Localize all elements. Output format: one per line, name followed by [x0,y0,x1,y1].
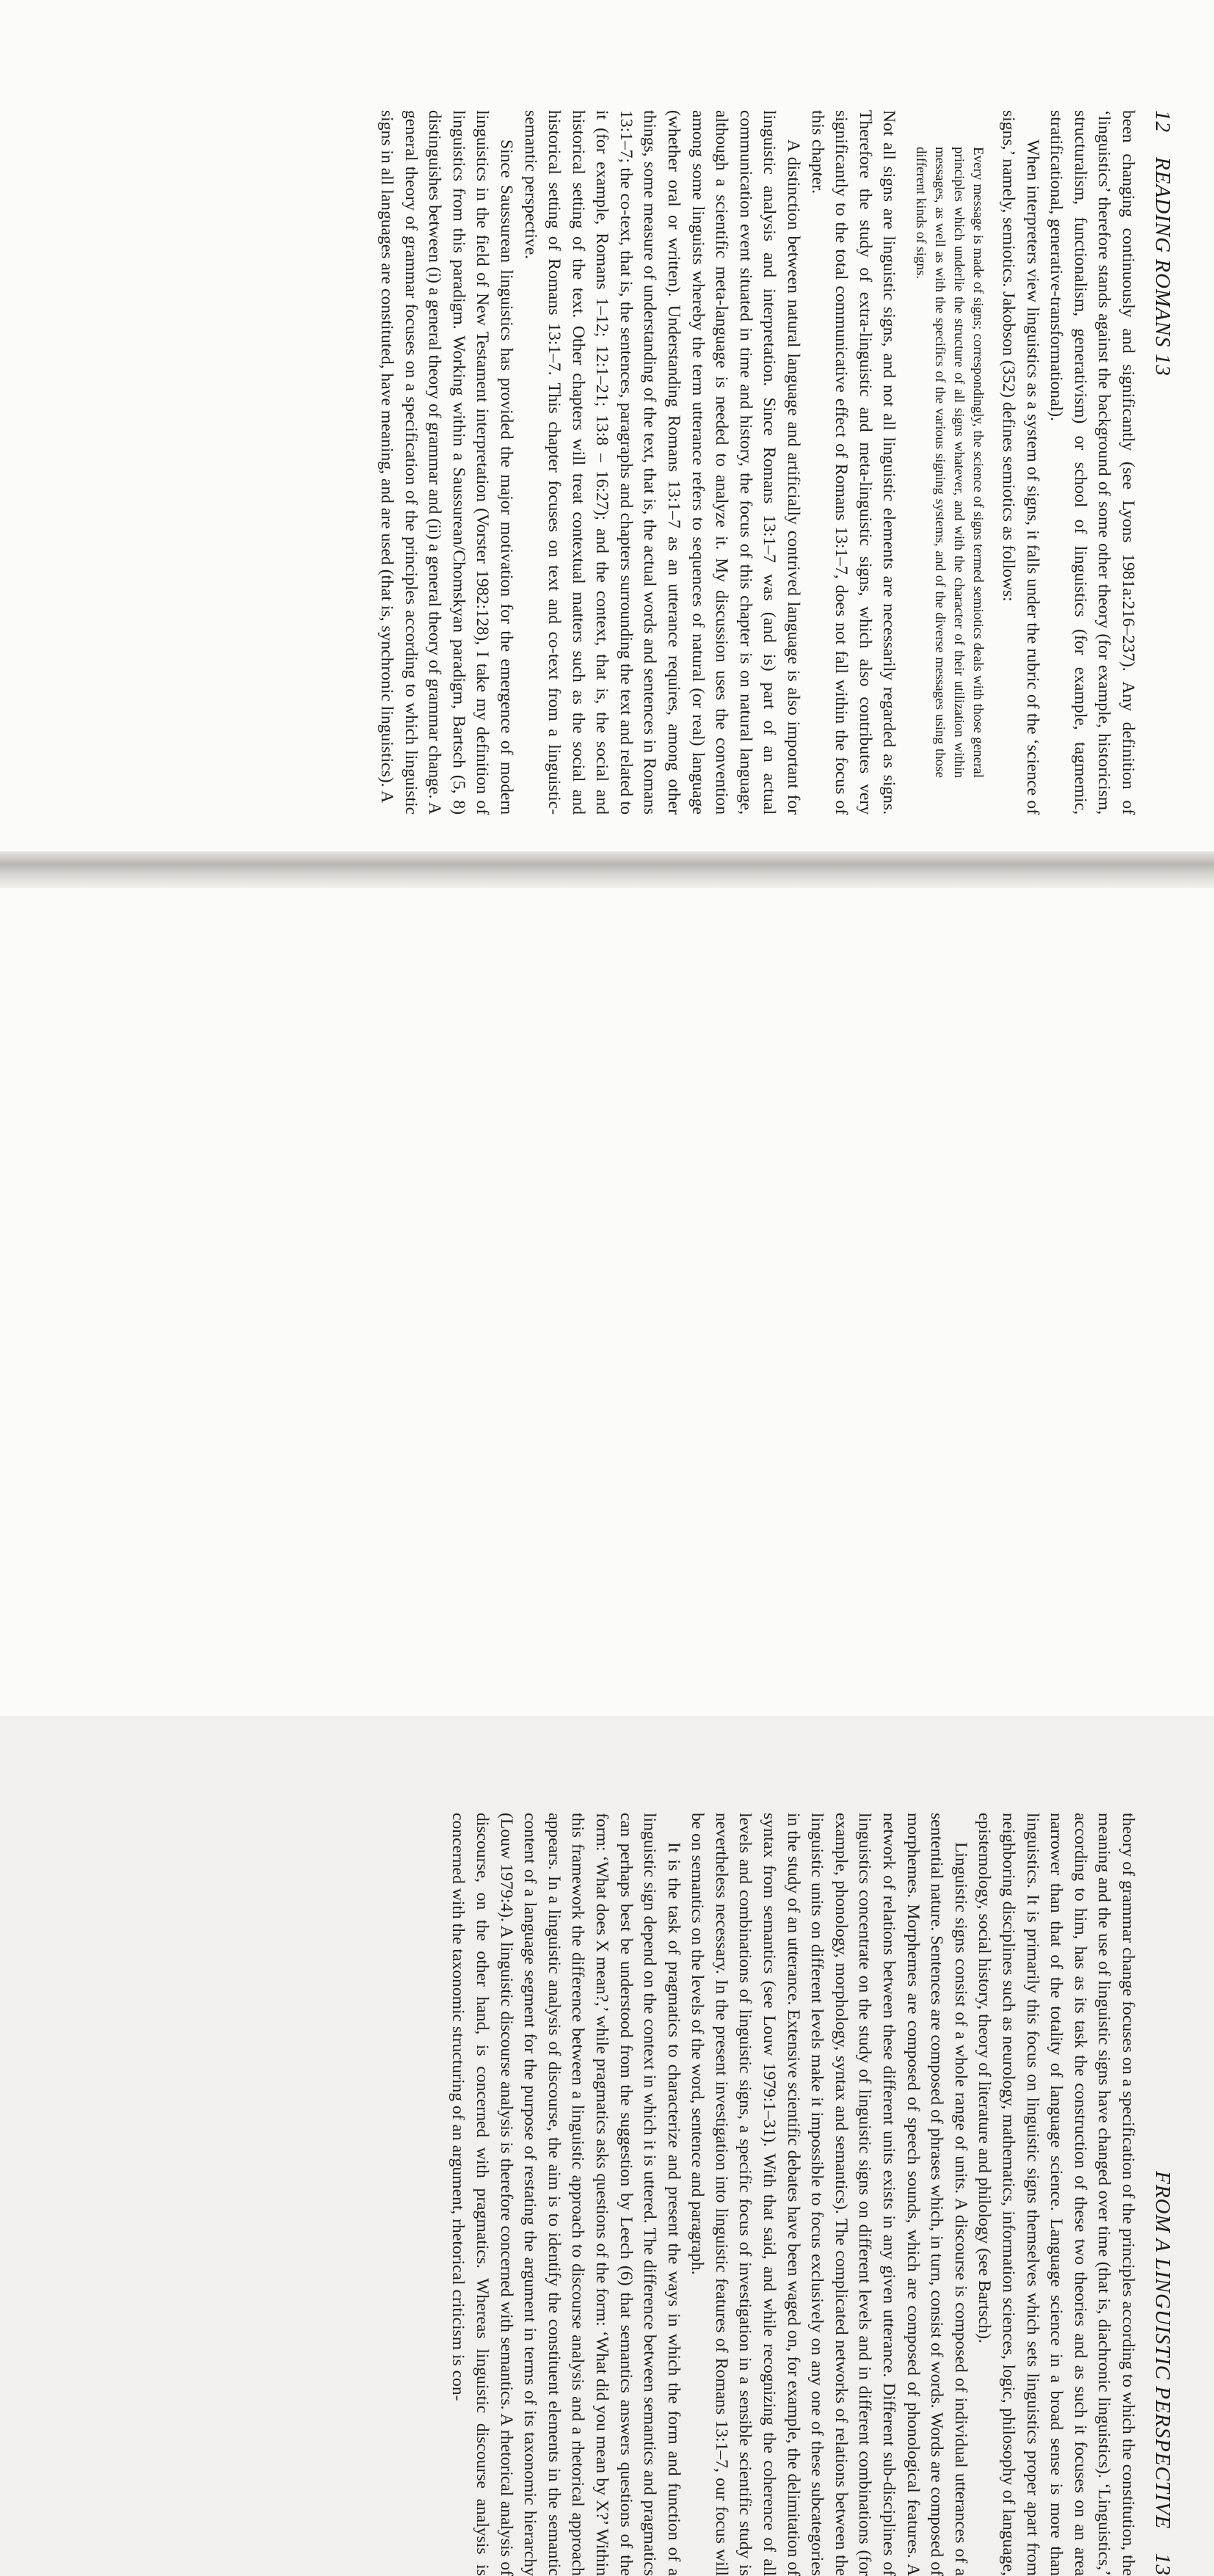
book-gutter [0,851,1214,888]
left-header-group [1150,110,1174,376]
right-paragraph-3: It is the task of pragmatics to characterize and present the ways in which the form and function of a linguistic sign depend on the context in which it is uttered. The difference between semantics and pragmatics can perhaps best be understood from the suggestion by Leech (6) that semantics answers questions of the form: ‘What does X mean?,’ while pragmatics asks questions of the form: ‘What did you mean by X?’ Within this framework the difference between a linguistic approach to discourse analysis and a rhetorical approach appears. In a linguistic analysis of discourse, the aim is to identify the constituent elements in the semantic content of a language segment for the purpose of restating the argument in terms of its taxonomic hierarchy (Louw 1979:4). A linguistic discourse analysis is therefore concerned with semantics. A rhetorical analysis of discourse, on the other hand, is concerned with pragmatics. Whereas linguistic discourse analysis is concerned with the taxonomic structuring of an argument, rhetorical criticism is con- [448,1813,683,2576]
left-page-number: 12 [1151,110,1174,133]
right-paragraph-2: Linguistic signs consist of a whole range of units. A discourse is composed of individual utterances of a sentential nature. Sentences are composed of phrases which, in turn, consist of words. Words are composed of morphemes. Morphemes are composed of speech sounds, which are composed of phonological features. A network of relations between these different units exists in any given utterance. Different sub-disciplines of linguistics concentrate on the study of linguistic signs on different levels and in different combinations (for example, phonology, morphology, syntax and semantics). The complicated networks of relations between the linguistic units on different levels make it impossible to focus exclusively on any one of these subcategories in the study of an utterance. Extensive scientific debates have been waged on, for example, the delimitation of syntax from semantics (see Louw 1979:1–31). With that said, and while recognizing the coherence of all levels and combinations of linguistic signs, a specific focus of investigation in a sensible scientific study is nevertheless necessary. In the present investigation into linguistic features of Romans 13:1–7, our focus will be on semantics on the levels of the word, sentence and paragraph. [688,1813,970,2576]
left-running-head [1150,110,1174,815]
left-paragraph-2: When interpreters view linguistics as a system of signs, it falls under the rubric of the ‘science of signs,’ namely, semiotics. Jakobson (352) defines semiotics as follows: [999,110,1042,815]
left-paragraph-3: Not all signs are linguistic signs, and not all linguistic elements are necessarily regarded as signs. Therefore the study of extra-linguistic and meta-linguistic signs, which also contributes very significantly to the total communicative effect of Romans 13:1–7, does not fall within the focus of this chapter. [807,110,899,815]
right-running-title: FROM A LINGUISTIC PERSPECTIVE [1151,2171,1174,2529]
right-paragraph-1: theory of grammar change focuses on a specification of the principles according to which the constitution, the meaning and the use of linguistic signs have changed over time (that is, diachronic linguistics). ‘Linguistics,’ according to him, has as its task the construction of these two theories and as such it focuses on an area narrower than that of the totality of language science. Language science in a broad sense is more than linguistics. It is primarily this focus on linguistic signs themselves which sets linguistics proper apart from neighboring disciplines such as neurology, mathematics, information sciences, logic, philosophy of language, epistemology, social history, theory of literature and philology (see Bartsch). [975,1813,1138,2576]
left-paragraph-1: been changing continuously and significantly (see Lyons 1981a:216–237). Any definition of ‘linguistics’ therefore stands against the background of some other theory (for example, historicism, structuralism, functionalism, generativism) or school of linguistics (for example, tagmemic, stratificational, generative-transformational). [1047,110,1138,815]
right-header-group [1150,2171,1174,2576]
right-page-content [103,1813,1174,2576]
left-paragraph-5: Since Saussurean linguistics has provided the major motivation for the emergence of modern linguistics in the field of New Testament interpretation (Vorster 1982:128), I take my definition of linguistics from this paradigm. Working within a Saussurean/Chomskyan paradigm, Bartsch (5, 8) distinguishes between (i) a general theory of grammar and (ii) a general theory of grammar change. A general theory of grammar focuses on a specification of the principles according to which linguistic signs in all languages are constituted, have meaning, and are used (that is, synchronic linguistics). A [377,110,516,815]
right-page-number: 13 [1151,2553,1174,2576]
right-page [0,888,1214,2576]
right-running-head [1150,1813,1174,2576]
left-page-content [103,110,1174,815]
left-paragraph-4: A distinction between natural language and artificially contrived language is also important for linguistic analysis and interpretation. Since Romans 13:1–7 was (and is) part of an actual communication event situated in time and history, the focus of this chapter is on natural language, although a scientific meta-language is needed to analyze it. My discussion uses the convention among some linguists whereby the term utterance refers to sequences of natural (or real) language (whether oral or written). Understanding Romans 13:1–7 as an utterance requires, among other things, some measure of understanding of the text, that is, the actual words and sentences in Romans 13:1–7; the co-text, that is, the sentences, paragraphs and chapters surrounding the text and related to it (for example, Romans 1–12; 12:1–21; 13:8 – 16:27); and the context, that is, the social and historical setting of the text. Other chapters will treat contextual matters such as the social and historical setting of Romans 13:1–7. This chapter focuses on text and co-text from a linguistic-semantic perspective. [520,110,804,815]
left-running-title: READING ROMANS 13 [1151,157,1174,376]
block-quote-jakobson: Every message is made of signs; correspondingly, the science of signs termed semiotics deals with those general principles which underlie the structure of all signs whatever, and with the character of their utilization within messages, as well as with the specifics of the various signing systems, and of the diverse messages using those different kinds of signs. [913,147,986,778]
left-page [0,0,1214,851]
